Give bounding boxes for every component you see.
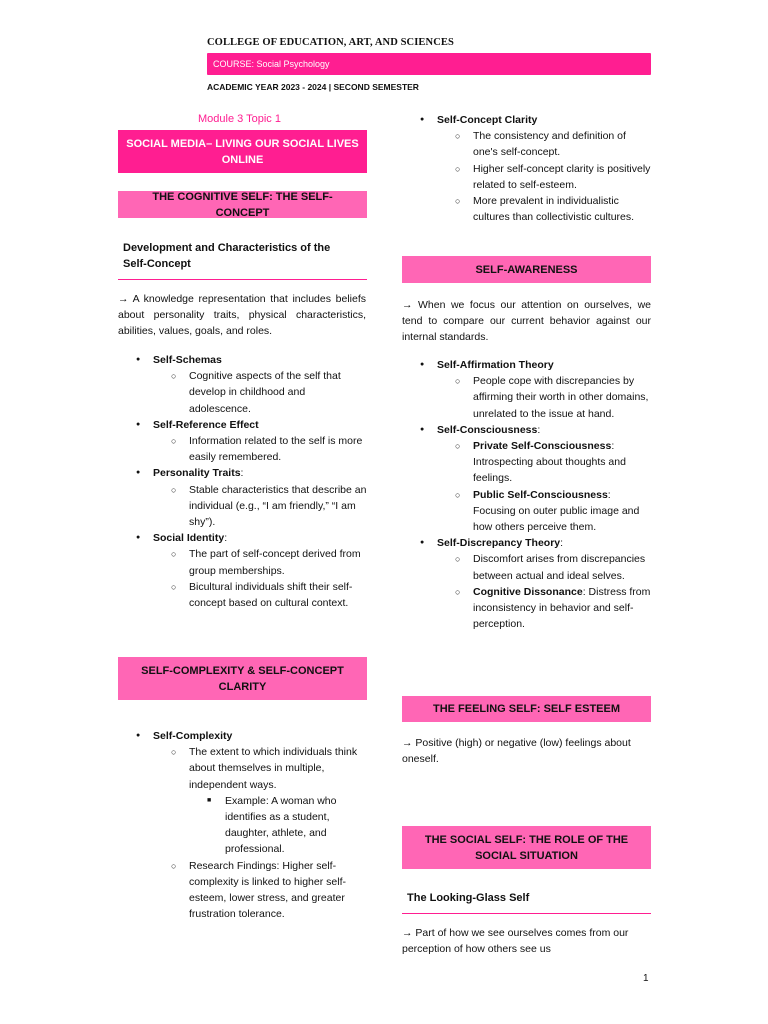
sub-item bbox=[455, 584, 651, 633]
list-item bbox=[135, 417, 367, 466]
development-paragraph: → A knowledge representation that includes beliefs about personality traits, physical characteristics, abilities, values, goals, and roles. bbox=[118, 293, 366, 338]
title-banner-text: SOCIAL MEDIA– LIVING OUR SOCIAL LIVES ONLINE bbox=[126, 137, 359, 166]
list-item bbox=[135, 530, 367, 611]
sub-item: ○ Stable characteristics that describe an individual (e.g., “I am friendly,” “I am shy”). bbox=[171, 482, 367, 531]
development-heading: Development and Characteristics of the Self-Concept bbox=[123, 242, 331, 270]
sub-item-label: Private Self-Consciousness bbox=[473, 440, 612, 453]
list-item bbox=[135, 352, 367, 417]
complexity-banner bbox=[118, 657, 367, 700]
social-self-banner bbox=[402, 826, 651, 869]
self-concept-list bbox=[135, 352, 367, 611]
college-name: COLLEGE OF EDUCATION, ART, AND SCIENCES bbox=[207, 37, 454, 48]
sub-item-text: : Distress from inconsistency in behavior and self-perception. bbox=[473, 585, 651, 631]
cognitive-self-banner-text: THE COGNITIVE SELF: THE SELF-CONCEPT bbox=[152, 190, 333, 219]
clarity-list bbox=[419, 112, 651, 225]
sub-item bbox=[455, 438, 651, 487]
sub-item: ○ People cope with discrepancies by affirming their worth in other domains, unrelated to the issue at hand. bbox=[455, 373, 651, 422]
social-self-banner-text: THE SOCIAL SELF: THE ROLE OF THE SOCIAL SITUATION bbox=[424, 833, 629, 862]
sub-item: ○ The part of self-concept derived from group memberships. bbox=[171, 546, 367, 578]
item-colon: : bbox=[537, 423, 541, 436]
sub-item: ○ Bicultural individuals shift their self-concept based on cultural context. bbox=[171, 579, 367, 611]
sub-item bbox=[455, 487, 651, 536]
sub-sub-item: ■ Example: A woman who identifies as a student, daughter, athlete, and professional. bbox=[207, 793, 367, 858]
item-label: Self-Reference Effect bbox=[153, 418, 259, 431]
self-awareness-banner-text: SELF-AWARENESS bbox=[475, 263, 578, 276]
list-item bbox=[419, 535, 651, 632]
awareness-list bbox=[419, 357, 651, 632]
list-item bbox=[419, 112, 651, 225]
item-label: Self-Schemas bbox=[153, 354, 222, 366]
item-label: Self-Affirmation Theory bbox=[437, 359, 554, 371]
sub-item: ○ Higher self-concept clarity is positively related to self-esteem. bbox=[455, 161, 651, 193]
self-awareness-banner bbox=[402, 256, 651, 283]
item-colon: : bbox=[560, 537, 564, 550]
sub-item: ○ Cognitive aspects of the self that develop in childhood and adolescence. bbox=[171, 368, 367, 417]
feeling-self-banner bbox=[402, 696, 651, 722]
awareness-paragraph: → When we focus our attention on ourselves, we tend to compare our current behavior against our internal standards. bbox=[402, 299, 651, 344]
list-item bbox=[419, 422, 651, 535]
academic-year: ACADEMIC YEAR 2023 - 2024 | SECOND SEMESTER bbox=[207, 82, 419, 92]
cognitive-self-banner bbox=[118, 191, 367, 218]
complexity-banner-text: SELF-COMPLEXITY & SELF-CONCEPT CLARITY bbox=[141, 664, 344, 693]
item-colon: : bbox=[240, 467, 244, 480]
sub-item: ○ More prevalent in individualistic cultures than collectivistic cultures. bbox=[455, 193, 651, 225]
list-item bbox=[135, 728, 367, 922]
sub-item: ○ Discomfort arises from discrepancies between actual and ideal selves. bbox=[455, 551, 651, 583]
section-divider bbox=[118, 279, 367, 280]
list-item bbox=[135, 465, 367, 530]
item-label: Social Identity bbox=[153, 532, 225, 545]
looking-glass-paragraph: → Part of how we see ourselves comes from our perception of how others see us bbox=[402, 927, 629, 956]
list-item bbox=[419, 357, 651, 422]
sub-item-text: : Focusing on outer public image and how others perceive them. bbox=[473, 488, 640, 534]
sub-item-label: Cognitive Dissonance bbox=[473, 585, 583, 598]
item-colon: : bbox=[224, 532, 228, 545]
item-label: Self-Concept Clarity bbox=[437, 114, 538, 126]
sub-item-label: Public Self-Consciousness bbox=[473, 488, 608, 501]
item-label: Personality Traits bbox=[153, 467, 241, 480]
complexity-list bbox=[135, 728, 367, 922]
sub-item bbox=[171, 744, 367, 857]
title-banner bbox=[118, 130, 367, 173]
feeling-paragraph: → Positive (high) or negative (low) feelings about oneself. bbox=[402, 737, 631, 766]
section-divider bbox=[402, 913, 651, 914]
sub-item-text: : Introspecting about thoughts and feelings. bbox=[473, 440, 626, 485]
course-bar: COURSE: Social Psychology bbox=[207, 53, 651, 75]
sub-item-text: The extent to which individuals think about themselves in multiple, independent ways. bbox=[189, 746, 358, 791]
item-label: Self-Complexity bbox=[153, 730, 233, 742]
item-label: Self-Consciousness bbox=[437, 423, 538, 436]
feeling-self-banner-text: THE FEELING SELF: SELF ESTEEM bbox=[432, 703, 620, 715]
item-label: Self-Discrepancy Theory bbox=[437, 537, 561, 550]
sub-item: ○ Research Findings: Higher self-complexity is linked to higher self-esteem, lower stress, and greater frustration tolerance. bbox=[171, 858, 367, 923]
module-label: Module 3 Topic 1 bbox=[198, 113, 281, 125]
sub-item: ○ The consistency and definition of one's self-concept. bbox=[455, 128, 651, 160]
page-number: 1 bbox=[643, 973, 649, 984]
sub-item: ○ Information related to the self is more easily remembered. bbox=[171, 433, 367, 465]
looking-glass-heading: The Looking-Glass Self bbox=[407, 892, 530, 904]
